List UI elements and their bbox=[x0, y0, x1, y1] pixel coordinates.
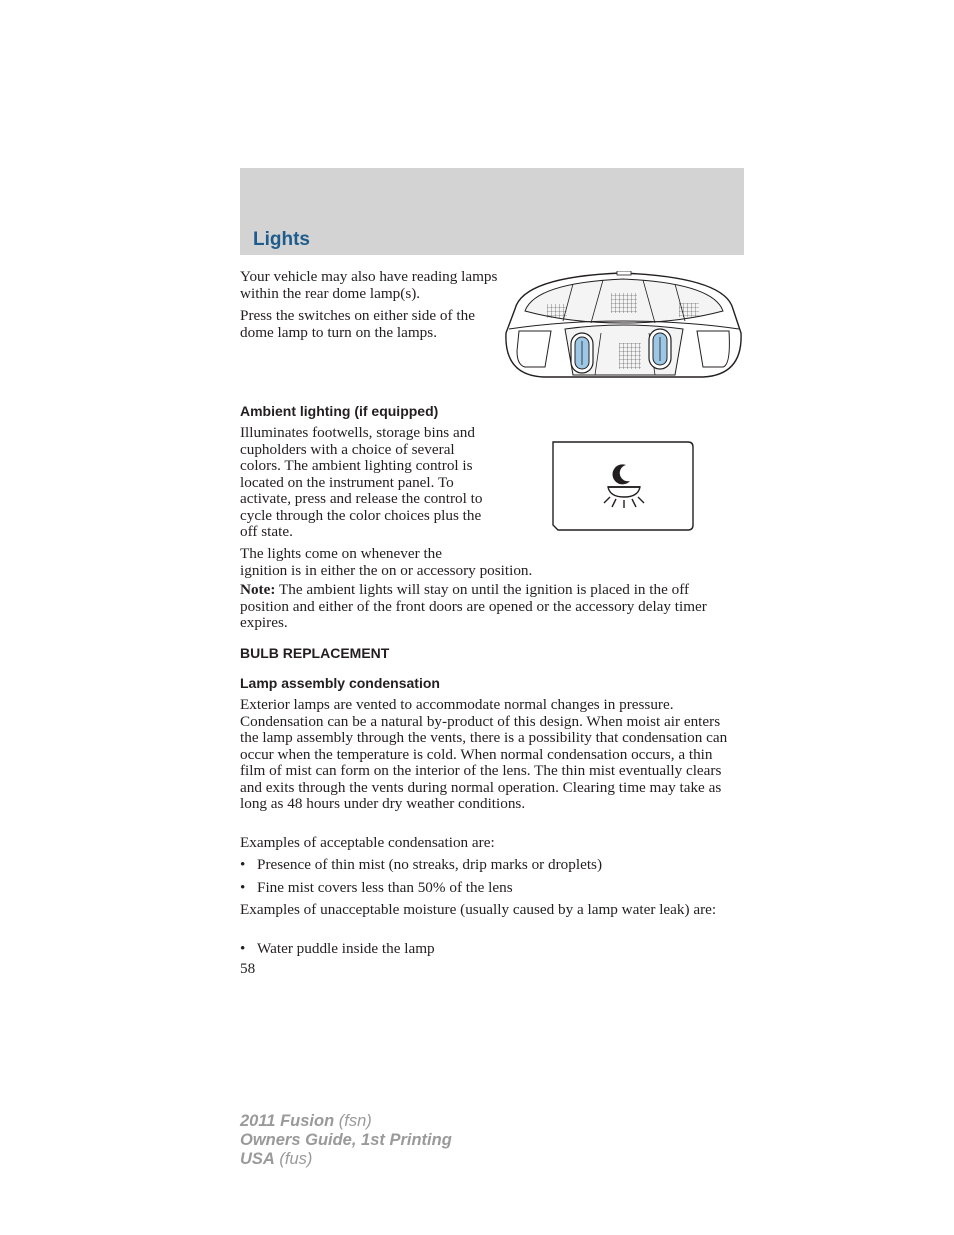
ambient-ignition-paragraph bbox=[240, 546, 660, 579]
condensation-paragraph: Exterior lamps are vented to accommodate normal changes in pressure. Condensation can be a natural by-product of this design. When moist air enters the lamp assembly through the vents, there is a possibility that condensation can occur when the temperature is cold. When normal condensation occurs, a thin film of mist can form on the interior of the lens. The thin mist eventually clears and exits through the vents during normal operation. Clearing time may take as long as 48 hours under dry weather conditions. bbox=[240, 696, 728, 812]
bullet-icon: • bbox=[240, 879, 246, 896]
bullet-icon: • bbox=[240, 940, 246, 957]
footer-model: 2011 Fusion bbox=[240, 1112, 335, 1130]
ambient-light-control-icon bbox=[552, 441, 694, 532]
ambient-ignition-line-1: The lights come on whenever the bbox=[240, 545, 443, 562]
lamp-condensation-heading: Lamp assembly condensation bbox=[240, 675, 440, 691]
section-title: Lights bbox=[253, 229, 310, 250]
note-label: Note: bbox=[240, 581, 276, 598]
footer-region-code: (fus) bbox=[274, 1150, 313, 1168]
footer-guide: Owners Guide, 1st Printing bbox=[240, 1131, 452, 1149]
ambient-lighting-heading: Ambient lighting (if equipped) bbox=[240, 403, 439, 419]
dome-lamp-illustration-icon bbox=[503, 271, 744, 380]
intro-paragraph-2: Press the switches on either side of the dome lamp to turn on the lamps. bbox=[240, 307, 475, 341]
ambient-paragraph: Illuminates footwells, storage bins and cupholders with a choice of several colors. The ambient lighting control is located on the instrument panel. To activate, press and release the control to cycle through the color choices plus the off state. bbox=[240, 424, 483, 540]
page-number: 58 bbox=[240, 960, 256, 977]
document-footer bbox=[240, 1112, 452, 1169]
bullet-icon: • bbox=[240, 856, 246, 873]
bulb-replacement-heading: BULB REPLACEMENT bbox=[240, 645, 390, 661]
section-header-band bbox=[240, 168, 744, 255]
footer-model-code: (fsn) bbox=[334, 1112, 372, 1130]
ambient-note bbox=[240, 582, 740, 632]
acceptable-intro: Examples of acceptable condensation are: bbox=[240, 834, 495, 851]
intro-paragraph-1: Your vehicle may also have reading lamps within the rear dome lamp(s). bbox=[240, 268, 498, 302]
note-text: The ambient lights will stay on until the ignition is placed in the off position and either of the front doors are opened or the accessory delay timer expires. bbox=[240, 581, 707, 631]
unacceptable-intro: Examples of unacceptable moisture (usually caused by a lamp water leak) are: bbox=[240, 901, 717, 918]
ambient-ignition-line-2: ignition is in either the on or accessory position. bbox=[240, 561, 533, 579]
footer-region: USA bbox=[240, 1150, 275, 1168]
